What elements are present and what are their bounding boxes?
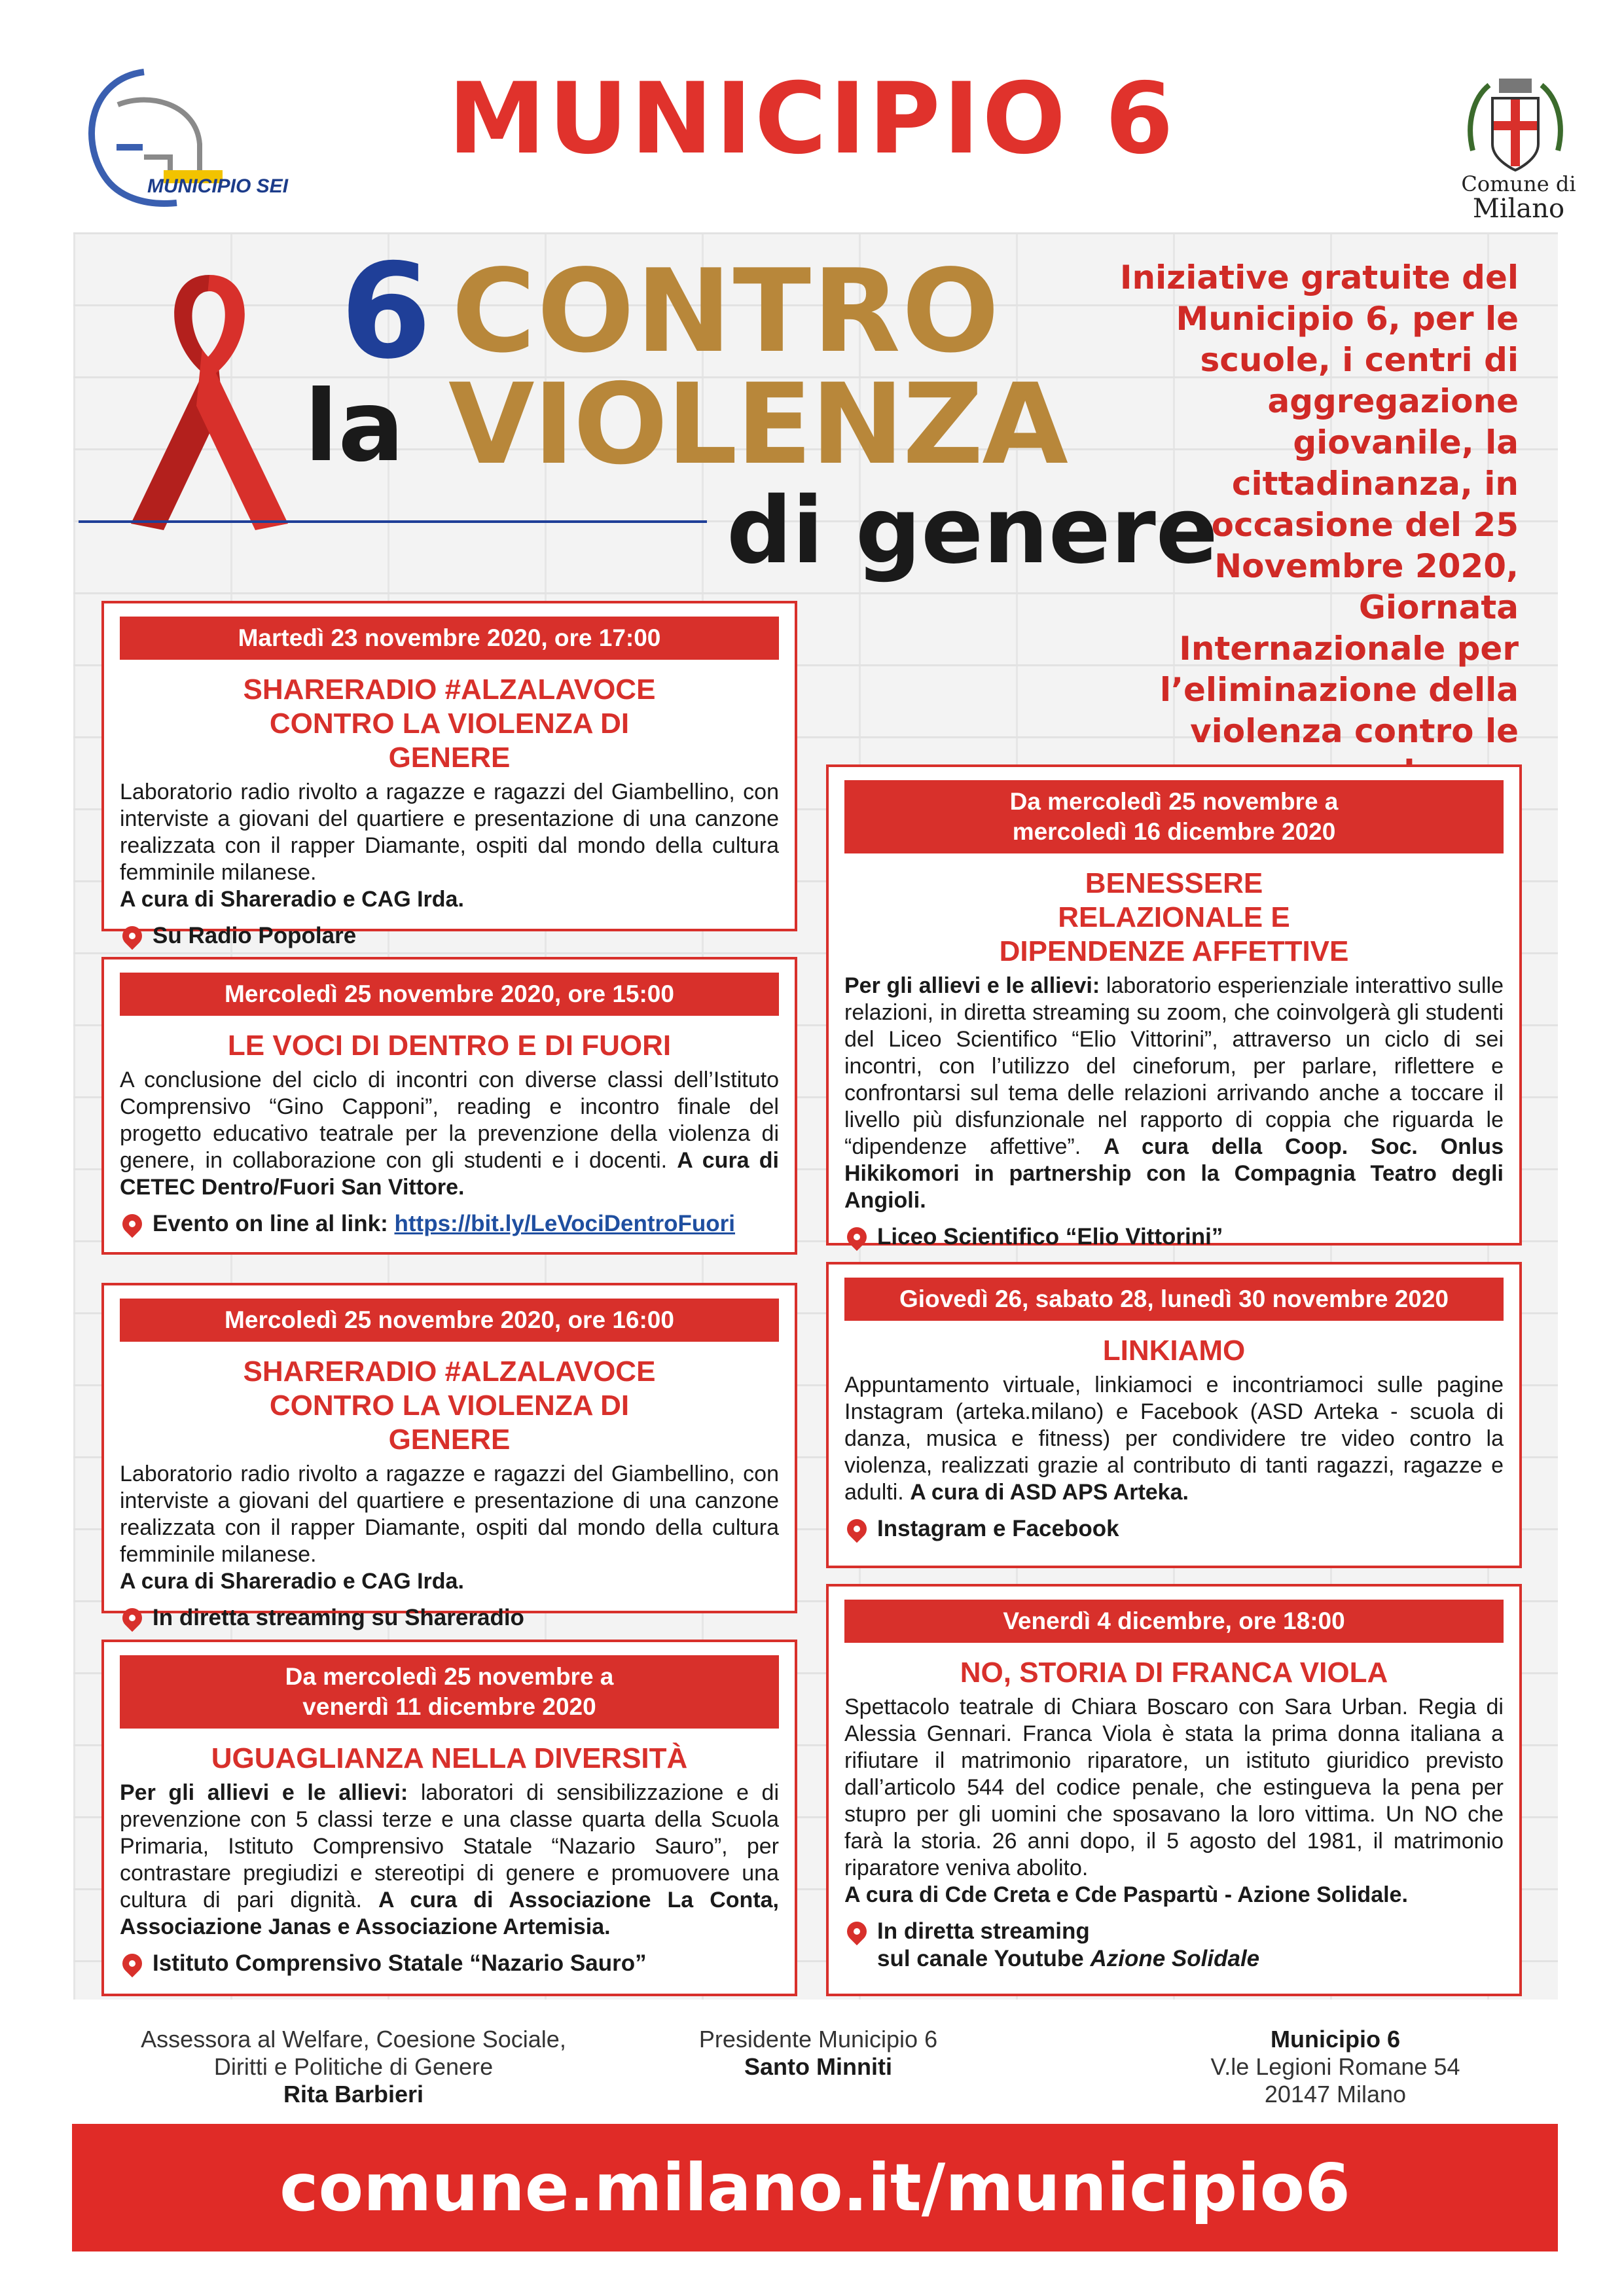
headline-number: 6 — [340, 236, 432, 388]
event-date: Da mercoledì 25 novembre a mercoledì 16 dicembre 2020 — [844, 780, 1504, 853]
event-date: Mercoledì 25 novembre 2020, ore 15:00 — [120, 973, 779, 1016]
headline-di-genere: di genere — [727, 478, 1218, 584]
event-location-text: Instagram e Facebook — [877, 1516, 1119, 1541]
event-description: Laboratorio radio rivolto a ragazze e ragazzi del Giambellino, con interviste a giovani del quartiere e presentazione di una canzone realizzata con il rapper Diamante, ospiti dal mondo della cultura femminile milanese. — [120, 1462, 779, 1567]
municipio-sei-logo-text: MUNICIPIO SEI — [147, 175, 289, 197]
event-location — [120, 1604, 779, 1632]
event-date: Giovedì 26, sabato 28, lunedì 30 novembre 2020 — [844, 1278, 1504, 1321]
event-description-text: laboratorio esperienziale interattivo sulle relazioni, in diretta streaming su zoom, che coinvolgerà gli studenti del Liceo Scientifico “Elio Vittorini”, attraverso un ciclo di sei incontri, con l’utilizzo del cineforum, per parlare, riflettere e confrontarsi sul tema delle relazioni arrivando anche a toccare il livello più disfunzionale nel rapporto di coppia che riguarda le “dipendenze affettive”. — [844, 973, 1504, 1159]
event-location — [844, 1515, 1504, 1543]
event-description-text: Appuntamento virtuale, linkiamoci e incontriamoci sulle pagine Instagram (arteka.milano) e Facebook (ASD Arteka - scuola di danza, musica e fitness) per condividere tre video contro la violenza, realizzati grazie al contributo di tanti ragazzi, ragazze e adulti. — [844, 1372, 1504, 1505]
event-lead: Per gli allievi e le allievi: — [120, 1780, 408, 1805]
page-title: MUNICIPIO 6 — [448, 62, 1176, 176]
event-title: LINKIAMO — [1102, 1335, 1246, 1367]
location-pin-icon — [118, 922, 146, 950]
event-curator: A cura di ASD APS Arteka. — [910, 1480, 1189, 1505]
event-description — [844, 1372, 1504, 1506]
event-title: NO, STORIA DI FRANCA VIOLA — [960, 1657, 1388, 1689]
red-ribbon-icon — [92, 262, 327, 537]
event-description-text: A conclusione del ciclo di incontri con diverse classi dell’Istituto Comprensivo “Gino Capponi”, reading e incontro finale del progetto educativo teatrale per la prevenzione della violenza di genere, in collaborazione con gli studenti e i docenti. — [120, 1067, 779, 1173]
headline-violenza: VIOLENZA — [448, 360, 1067, 490]
event-description-text: laboratori di sensibilizzazione e di prevenzione con 5 classi terze e una classe quarta della Scuola Primaria, Istituto Comprensivo Statale “Nazario Sauro”, per contrastare pregiudizi e stereotipi di genere e promuovere una cultura di pari dignità. — [120, 1780, 779, 1912]
event-location-channel: Azione Solidale — [1090, 1946, 1260, 1971]
event-location — [120, 922, 779, 950]
event-location-text: Evento on line al link: — [153, 1211, 388, 1236]
event-location-text — [877, 1918, 1259, 1973]
event-link[interactable]: https://bit.ly/LeVociDentroFuori — [394, 1211, 735, 1236]
event-title: SHARERADIO #ALZALAVOCE CONTRO LA VIOLENZA DI GENERE — [243, 1355, 656, 1456]
event-date: Martedì 23 novembre 2020, ore 17:00 — [120, 617, 779, 660]
event-curator: A cura di Shareradio e CAG Irda. — [120, 887, 464, 912]
footer-address-line2: 20147 Milano — [1264, 2081, 1407, 2108]
location-pin-icon — [843, 1515, 871, 1543]
event-location-text: Su Radio Popolare — [153, 923, 357, 948]
comune-di-label: Comune di — [1461, 171, 1576, 196]
event-card — [101, 957, 797, 1255]
footer-presidente-line1: Presidente Municipio 6 — [698, 2026, 938, 2053]
headline-la: la — [304, 370, 405, 484]
event-location-text: Liceo Scientifico “Elio Vittorini” — [877, 1224, 1223, 1249]
event-title: SHARERADIO #ALZALAVOCE CONTRO LA VIOLENZA DI GENERE — [243, 673, 656, 774]
event-location — [844, 1918, 1504, 1973]
event-curator: A cura di Associazione La Conta, Associazione Janas e Associazione Artemisia. — [120, 1888, 780, 1939]
location-pin-icon — [118, 1950, 146, 1977]
footer-address-name: Municipio 6 — [1271, 2026, 1400, 2053]
event-card — [826, 1584, 1522, 1996]
event-card — [826, 1262, 1522, 1568]
event-title: LE VOCI DI DENTRO E DI FUORI — [227, 1030, 672, 1062]
location-pin-icon — [118, 1604, 146, 1632]
event-description — [120, 1067, 779, 1201]
event-lead: Per gli allievi e le allievi: — [844, 973, 1100, 998]
footer-address — [1165, 2026, 1506, 2108]
footer-assessora-name: Rita Barbieri — [283, 2081, 424, 2108]
footer-assessora — [98, 2026, 609, 2108]
milano-label: Milano — [1472, 194, 1565, 224]
event-curator: A cura di Shareradio e CAG Irda. — [120, 1569, 464, 1594]
location-pin-icon — [118, 1210, 146, 1238]
location-pin-icon — [843, 1223, 871, 1251]
event-location-line2: sul canale Youtube — [877, 1946, 1084, 1971]
event-description — [844, 973, 1504, 1214]
event-location — [120, 1210, 779, 1238]
event-card — [101, 1640, 797, 1996]
event-description — [120, 1780, 779, 1941]
comune-di-milano-label — [1440, 171, 1597, 224]
event-location-text: Istituto Comprensivo Statale “Nazario Sauro” — [153, 1950, 647, 1976]
event-card — [101, 601, 797, 948]
event-location-text: In diretta streaming su Shareradio — [153, 1605, 524, 1630]
event-date: Da mercoledì 25 novembre a venerdì 11 dicembre 2020 — [120, 1655, 779, 1729]
event-curator: A cura della Coop. Soc. Onlus Hikikomori in partnership con la Compagnia Teatro degli Angioli. — [844, 1134, 1504, 1213]
event-card — [826, 764, 1522, 1249]
event-description: Laboratorio radio rivolto a ragazze e ragazzi del Giambellino, con interviste a giovani del quartiere e presentazione di una canzone realizzata con il rapper Diamante, ospiti dal mondo della cultura femminile milanese. — [120, 780, 779, 885]
event-date: Venerdì 4 dicembre, ore 18:00 — [844, 1600, 1504, 1643]
event-title: BENESSERE RELAZIONALE E DIPENDENZE AFFETTIVE — [999, 867, 1349, 967]
footer-presidente — [655, 2026, 982, 2081]
event-curator: A cura di Cde Creta e Cde Paspartù - Azione Solidale. — [844, 1882, 1408, 1907]
footer-assessora-line2: Diritti e Politiche di Genere — [213, 2053, 494, 2080]
event-description: Spettacolo teatrale di Chiara Boscaro con Sara Urban. Regia di Alessia Gennari. Franca Viola è stata la prima donna italiana a rifiutare il matrimonio riparatore, un istituto giuridico previsto dall’articolo 544 del codice penale, che estingueva la pena per stupro per gli uomini che sposavano la loro vittima. Un NO che farà la storia. 26 anni dopo, il 5 agosto del 1981, il matrimonio riparatore veniva abolito. — [844, 1695, 1504, 1880]
footer-address-line1: V.le Legioni Romane 54 — [1210, 2053, 1460, 2080]
event-card — [101, 1283, 797, 1630]
intro-text: Iniziative gratuite del Municipio 6, per le scuole, i centri di aggregazione giovanile, la cittadinanza, in occasione del 25 Novembre 2020, Giornata Internazionale per l’eliminazione della violenza contro le — [1119, 259, 1519, 750]
footer-assessora-line1: Assessora al Welfare, Coesione Sociale, — [141, 2026, 566, 2053]
event-date: Mercoledì 25 novembre 2020, ore 16:00 — [120, 1299, 779, 1342]
event-curator: A cura di CETEC Dentro/Fuori San Vittore. — [120, 1148, 779, 1200]
event-location — [844, 1223, 1504, 1251]
footer-url-link[interactable]: comune.milano.it/municipio6 — [280, 2149, 1350, 2226]
event-location-line1: In diretta streaming — [877, 1918, 1090, 1944]
event-location — [120, 1950, 779, 1977]
footer-presidente-name: Santo Minniti — [744, 2053, 892, 2080]
milano-coat-of-arms-icon — [1460, 72, 1571, 183]
headline-divider — [79, 520, 707, 523]
headline-contro: CONTRO — [452, 245, 1001, 378]
location-pin-icon — [843, 1918, 871, 1945]
event-title: UGUAGLIANZA NELLA DIVERSITÀ — [211, 1742, 688, 1774]
